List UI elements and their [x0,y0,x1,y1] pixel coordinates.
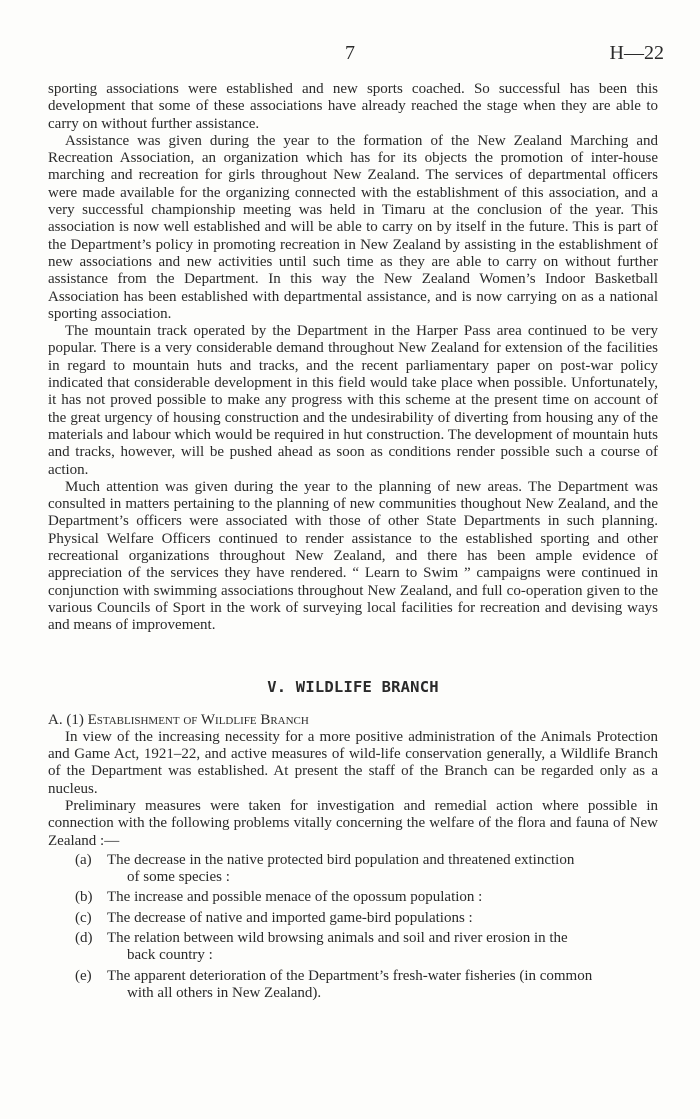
paragraph: The mountain track operated by the Department in the Harper Pass area continued to be very popular. There is a very considerable demand throughout New Zealand for extension of the facilities in regard to mountain huts and tracks, and the recent parliamentary paper on post-war policy indicated that considerable development in this field would take place when possible. Unfortunately, it has not proved possible to make any progress with this scheme at the present time on account of the great urgency of housing construction and the undesirability of diverting from housing any of the materials and labour which would be required in hut construction. The development of mountain huts and tracks, however, will be pushed ahead as soon as conditions render possible such a course of action. [48,323,658,478]
list-marker: (b) [75,889,93,906]
paragraph: sporting associations were established and new sports coached. So successful has been this development that some of these associations have already reached the stage when they are able to carry on without further assistance. [48,81,658,132]
list-text-continued: of some species : [127,869,230,886]
page-number: 7 [345,42,355,64]
list-text: The decrease of native and imported game-bird populations : [107,909,473,926]
document-code: H—22 [609,42,664,64]
subheading-prefix: A. (1) [48,711,88,728]
paragraph: In view of the increasing necessity for a more positive administration of the Animals Protection and Game Act, 1921–22, and active measures of wild-life conservation generally, a Wildlife Branch of the Department was established. At present the staff of the Branch can be regarded only as a nucleus. [48,728,658,797]
paragraph: Assistance was given during the year to the formation of the New Zealand Marching and Recreation Association, an organization which has for its objects the promotion of inter-house marching and recreation for girls throughout New Zealand. The services of departmental officers were made available for the organizing connected with the establishment of this association, and a very successful championship meeting was held in Timaru at the conclusion of the year. This association is now well established and will be able to carry on by itself in the future. This is part of the Department’s policy in promoting recreation in New Zealand by assisting in the establishment of new associations and new activities until such time as they are able to carry on without further assistance from the Department. In this way the New Zealand Women’s Indoor Basketball Association has been established with departmental assistance, and is now carrying on as a national sporting association. [48,132,658,322]
list-text-continued: back country : [127,947,213,964]
list-text: The increase and possible menace of the opossum population : [107,889,483,906]
list-text-continued: with all others in New Zealand). [127,984,322,1001]
problem-list [48,852,658,1002]
subheading [48,712,658,729]
section-title: V. WILDLIFE BRANCH [267,677,439,696]
list-marker: (a) [75,851,92,868]
list-marker: (d) [75,930,93,947]
list-text: The decrease in the native protected bird population and threatened extinction [107,851,575,868]
list-item [48,889,658,906]
list-marker: (c) [75,909,92,926]
list-marker: (e) [75,967,92,984]
list-item [48,968,658,1003]
list-item [48,852,658,887]
list-text: The apparent deterioration of the Department’s fresh-water fisheries (in common [107,967,593,984]
list-text: The relation between wild browsing animals and soil and river erosion in the [107,930,568,947]
document-body [48,81,658,1005]
paragraph: Preliminary measures were taken for investigation and remedial action where possible in connection with the following problems vitally concerning the welfare of the flora and fauna of New Zealand :— [48,797,658,849]
list-item [48,910,658,927]
subheading-text: Establishment of Wildlife Branch [87,711,309,728]
list-item [48,930,658,965]
paragraph: Much attention was given during the year to the planning of new areas. The Department was consulted in matters pertaining to the planning of new communities thoughout New Zealand, and the Department’s officers were associated with those of other State Departments in such planning. Physical Welfare Officers continued to render assistance to the established sporting and other recreational organizations throughout New Zealand, and there has been ample evidence of appreciation of the services they have rendered. “ Learn to Swim ” campaigns were continued in conjunction with swimming associations throughout New Zealand, and full co-operation given to the various Councils of Sport in the work of surveying local facilities for recreation and devising ways and means of improvement. [48,478,658,634]
